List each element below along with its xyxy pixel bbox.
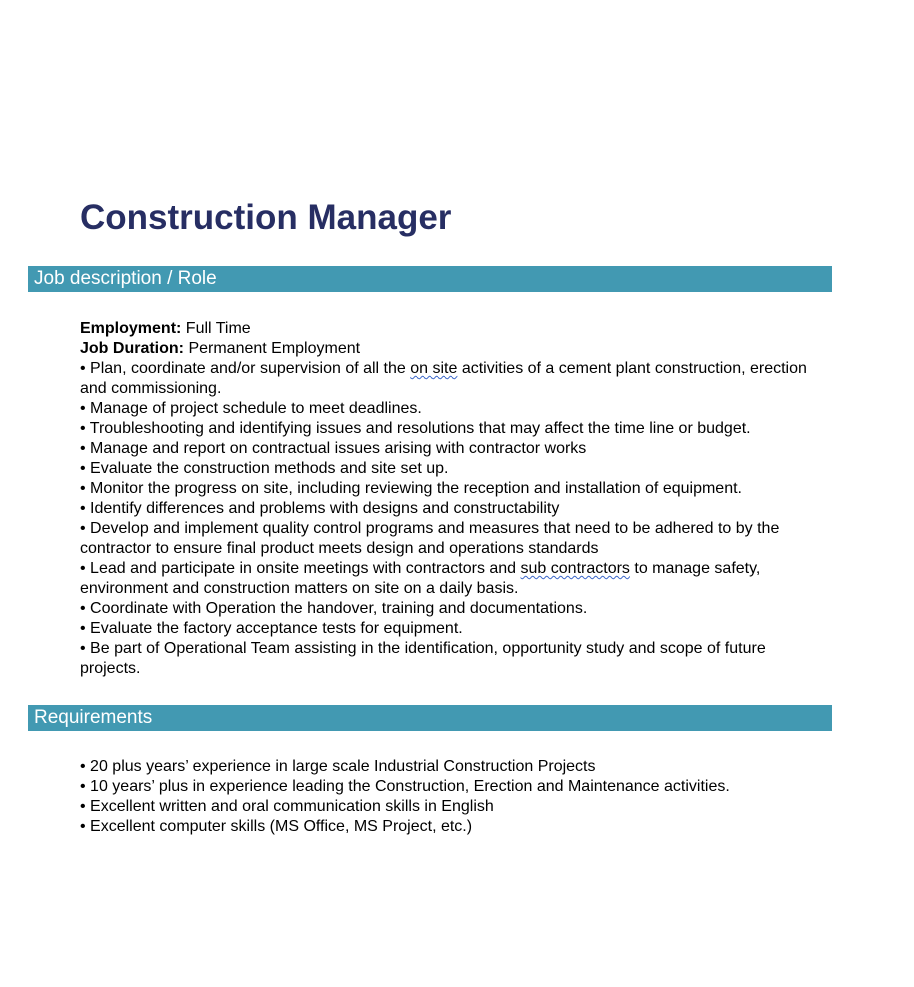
bullet-marker: • bbox=[80, 420, 90, 437]
field-value: Full Time bbox=[181, 320, 251, 337]
section-header-job-description-label: Job description / Role bbox=[34, 268, 217, 289]
bullet-item bbox=[80, 359, 828, 399]
bullet-item bbox=[80, 439, 828, 459]
bullet-text: Develop and implement quality control programs and measures that need to be adhered to by the contractor to ensure final product meets design and operations standards bbox=[80, 520, 780, 557]
bullet-item bbox=[80, 639, 828, 679]
job-title: Construction Manager bbox=[80, 198, 452, 237]
bullet-marker: • bbox=[80, 798, 91, 815]
grammar-squiggle-text: on site bbox=[410, 360, 458, 377]
bullet-marker: • bbox=[80, 758, 91, 775]
bullet-text: activities of a cement plant construction, erection and commissioning. bbox=[80, 360, 807, 397]
bullet-marker: • bbox=[80, 440, 91, 457]
bullet-marker: • bbox=[80, 460, 91, 477]
bullet-text: Be part of Operational Team assisting in the identification, opportunity study and scope of future projects. bbox=[80, 640, 766, 677]
bullet-marker: • bbox=[80, 560, 91, 577]
bullet-text: Plan, coordinate and/or supervision of all the bbox=[90, 360, 411, 377]
field-label: Employment: bbox=[80, 320, 182, 337]
bullet-item bbox=[80, 419, 828, 439]
bullet-marker: • bbox=[80, 400, 91, 417]
bullet-marker: • bbox=[80, 600, 91, 617]
bullet-text: Manage and report on contractual issues arising with contractor works bbox=[90, 440, 587, 457]
bullet-item bbox=[80, 599, 828, 619]
field-line bbox=[80, 319, 828, 339]
field-value: Permanent Employment bbox=[184, 340, 361, 357]
bullet-text: 10 years’ plus in experience leading the Construction, Erection and Maintenance activities. bbox=[90, 778, 730, 795]
bullet-text: Troubleshooting and identifying issues and resolutions that may affect the time line or budget. bbox=[89, 420, 751, 437]
bullet-item bbox=[80, 559, 828, 599]
bullet-text: to manage safety, environment and construction matters on site on a daily basis. bbox=[80, 560, 761, 597]
field-label: Job Duration: bbox=[80, 340, 184, 357]
bullet-text: Excellent written and oral communication skills in English bbox=[90, 798, 494, 815]
bullet-text: Identify differences and problems with designs and constructability bbox=[90, 500, 560, 517]
bullet-marker: • bbox=[80, 520, 91, 537]
bullet-item bbox=[80, 459, 828, 479]
bullet-text: Monitor the progress on site, including reviewing the reception and installation of equipment. bbox=[90, 480, 742, 497]
section-header-job-description bbox=[28, 266, 832, 292]
bullet-marker: • bbox=[80, 778, 91, 795]
bullet-marker: • bbox=[80, 640, 91, 657]
bullet-text: Manage of project schedule to meet deadlines. bbox=[90, 400, 422, 417]
bullet-item bbox=[80, 797, 828, 817]
job-description-body bbox=[80, 319, 828, 679]
bullet-text: Evaluate the construction methods and site set up. bbox=[90, 460, 449, 477]
bullet-marker: • bbox=[80, 480, 91, 497]
job-description-bullet-list bbox=[80, 359, 828, 679]
bullet-item bbox=[80, 619, 828, 639]
bullet-item bbox=[80, 399, 828, 419]
field-line bbox=[80, 339, 828, 359]
bullet-item bbox=[80, 757, 828, 777]
bullet-item bbox=[80, 479, 828, 499]
bullet-text: Evaluate the factory acceptance tests for equipment. bbox=[90, 620, 463, 637]
bullet-marker: • bbox=[80, 818, 91, 835]
section-header-requirements-label: Requirements bbox=[34, 707, 153, 728]
bullet-marker: • bbox=[80, 360, 91, 377]
bullet-text: 20 plus years’ experience in large scale Industrial Construction Projects bbox=[90, 758, 596, 775]
bullet-item bbox=[80, 777, 828, 797]
employment-fields bbox=[80, 319, 828, 359]
bullet-marker: • bbox=[80, 500, 91, 517]
bullet-item bbox=[80, 499, 828, 519]
requirements-bullet-list bbox=[80, 757, 828, 837]
bullet-text: Coordinate with Operation the handover, training and documentations. bbox=[90, 600, 588, 617]
bullet-marker: • bbox=[80, 620, 91, 637]
bullet-text: Excellent computer skills (MS Office, MS Project, etc.) bbox=[90, 818, 473, 835]
bullet-item bbox=[80, 519, 828, 559]
bullet-item bbox=[80, 817, 828, 837]
section-header-requirements bbox=[28, 705, 832, 731]
grammar-squiggle-text: sub contractors bbox=[520, 560, 630, 577]
bullet-text: Lead and participate in onsite meetings with contractors and bbox=[90, 560, 521, 577]
